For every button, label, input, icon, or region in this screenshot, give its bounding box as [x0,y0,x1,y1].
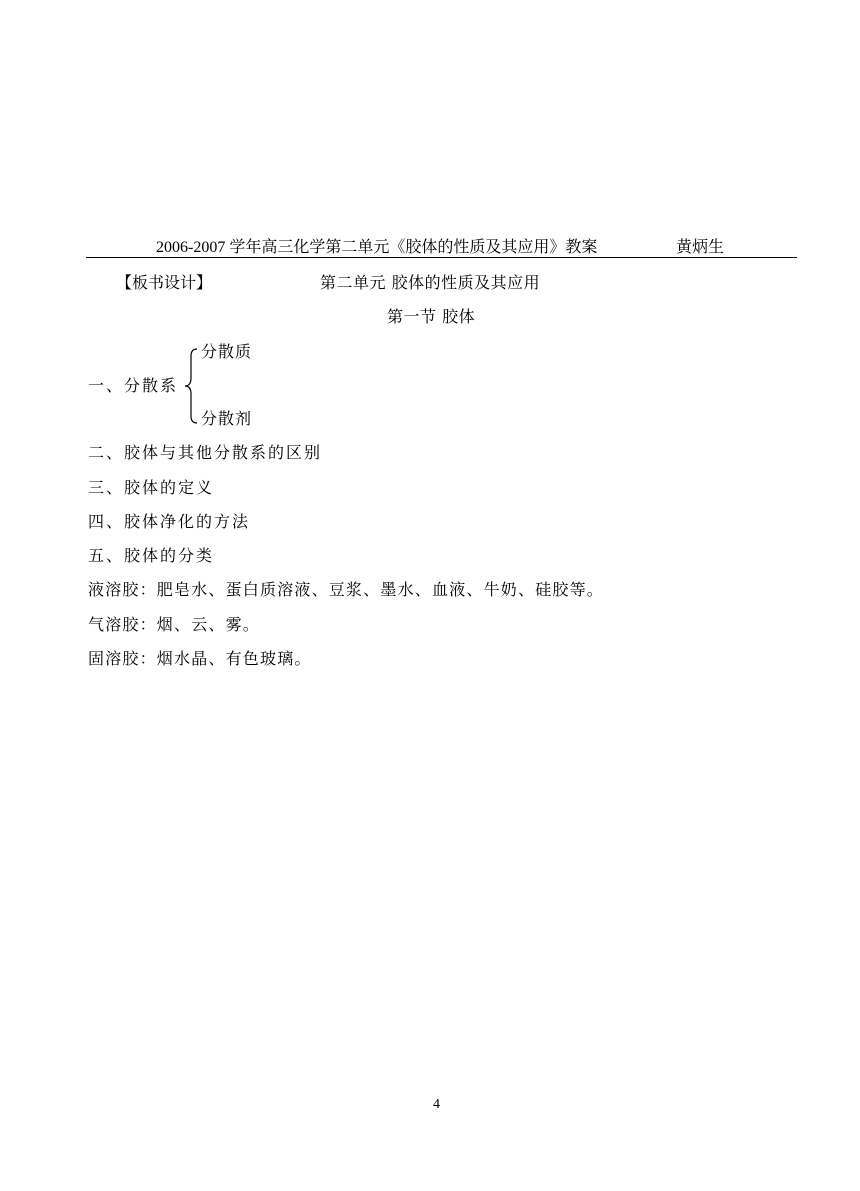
outline-item-5: 五、胶体的分类 [88,546,215,565]
page-header [0,233,860,257]
header-rule [86,257,797,258]
classification-liquid-sol: 液溶胶：肥皂水、蛋白质溶液、豆浆、墨水、血液、牛奶、硅胶等。 [88,580,605,599]
page-number: 4 [433,1097,440,1112]
outline-item-4: 四、胶体净化的方法 [88,512,251,531]
section-title: 第一节 胶体 [387,307,476,326]
outline-sub-dispersoid: 分散质 [201,342,253,361]
classification-solid-sol: 固溶胶：烟水晶、有色玻璃。 [88,649,312,668]
board-design-label: 【板书设计】 [116,273,213,292]
outline-item-dispersion-system: 一、分散系 [88,376,179,395]
outline-sub-dispersant: 分散剂 [201,409,253,428]
header-title: 2006-2007 学年高三化学第二单元《胶体的性质及其应用》教案 [156,239,598,256]
curly-brace [183,348,199,424]
outline-item-3: 三、胶体的定义 [88,478,215,497]
outline-item-2: 二、胶体与其他分散系的区别 [88,443,323,462]
header-author: 黄炳生 [676,239,725,256]
unit-title: 第二单元 胶体的性质及其应用 [320,273,541,292]
classification-gas-sol: 气溶胶：烟、云、雾。 [88,615,261,634]
